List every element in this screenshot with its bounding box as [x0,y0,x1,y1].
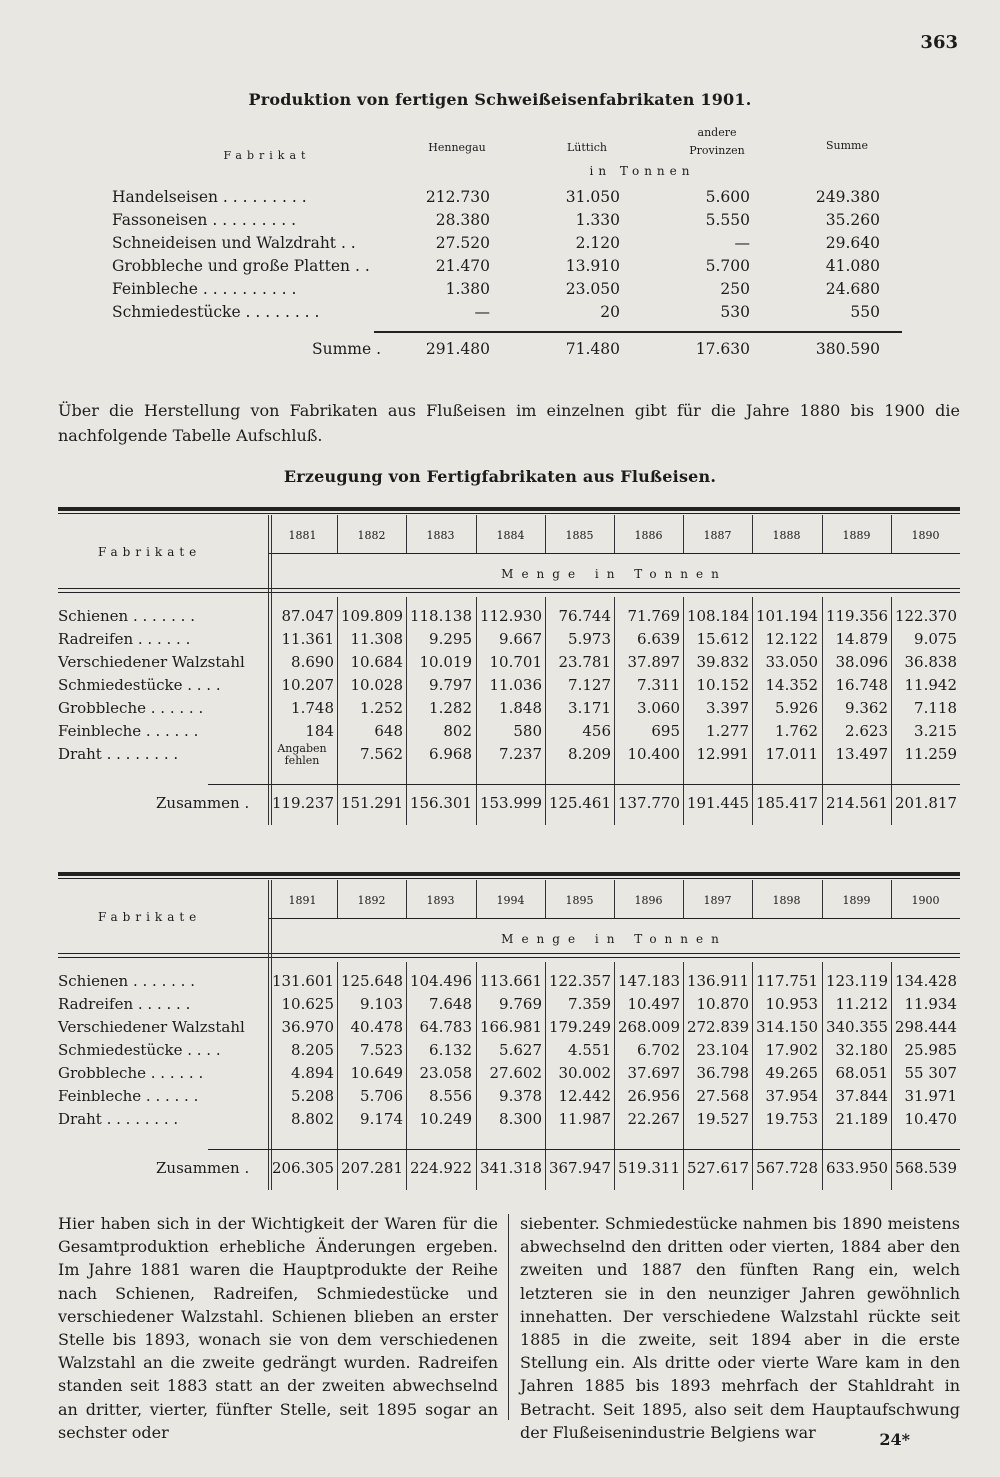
intro-paragraph: Über die Herstellung von Fabrikaten aus Flußeisen im einzelnen gibt für die Jahre 1880 bis 1900 die nachfolgende Tabelle Aufschluß. [58,401,960,445]
cell-value: 23.058 [419,1064,472,1082]
cell-value: 5.208 [291,1087,334,1105]
year-header: 1898 [772,894,801,907]
cell-value: 32.180 [835,1041,888,1059]
page-number: 363 [920,32,958,53]
table2-title: Erzeugung von Fertigfabrikaten aus Flußeisen. [283,467,717,486]
cell-value: 27.568 [696,1087,749,1105]
cell-value: 6.968 [429,745,472,763]
cell-value: 1.282 [429,699,472,717]
cell-value: 4.551 [568,1041,611,1059]
year-header: 1886 [634,529,663,542]
cell-value: 10.649 [350,1064,403,1082]
table-row [58,607,960,629]
year-header: 1891 [288,894,317,907]
table1-row [112,234,902,257]
table-row [58,1041,960,1063]
cell-value: 9.174 [360,1110,403,1128]
cell-value: 1.848 [499,699,542,717]
table-row [58,653,960,675]
row-label: Feinbleche . . . . . . . . . . [112,280,297,298]
cell-value: 20 [600,303,620,321]
total-value: 214.561 [825,794,888,812]
cell-value: 64.783 [419,1018,472,1036]
row-label: Verschiedener Walzstahl [58,653,245,671]
table-row [58,1018,960,1040]
cell-value: 2.120 [575,234,620,252]
header-rule-2 [58,592,960,593]
table-row [58,742,960,767]
cell-value: 5.600 [705,188,750,206]
row-label: Schmiedestücke . . . . . . . . [112,303,320,321]
total-rule [208,1149,960,1150]
row-label: Draht . . . . . . . . [58,1110,179,1128]
total-value: 119.237 [271,794,334,812]
cell-value: 118.138 [409,607,472,625]
cell-value: 9.797 [429,676,472,694]
row-label: Schmiedestücke . . . . [58,676,221,694]
cell-value: 10.249 [419,1110,472,1128]
cell-value: 11.036 [489,676,542,694]
cell-value: 5.550 [705,211,750,229]
cell-value: 55 307 [904,1064,957,1082]
cell-value: 9.769 [499,995,542,1013]
cell-value: 131.601 [271,972,334,990]
table-row [58,1087,960,1109]
total-value: 380.590 [815,340,880,358]
year-header: 1900 [911,894,940,907]
cell-value: 17.011 [765,745,818,763]
cell-value: 9.667 [499,630,542,648]
cell-value: 2.623 [845,722,888,740]
table1-header-andere: andere [697,126,737,139]
cell-value: 11.361 [281,630,334,648]
row-label: Fassoneisen . . . . . . . . . [112,211,297,229]
table1-row [112,211,902,234]
cell-value: 3.397 [706,699,749,717]
cell-value: 109.809 [340,607,403,625]
total-value: 367.947 [548,1159,611,1177]
year-header: 1881 [288,529,317,542]
cell-value: 22.267 [627,1110,680,1128]
cell-value: 147.183 [617,972,680,990]
total-value: 527.617 [686,1159,749,1177]
cell-value: 36.838 [904,653,957,671]
cell-value: 7.523 [360,1041,403,1059]
unit-label: Menge in Tonnen [501,567,727,581]
cell-value: 298.444 [894,1018,957,1036]
cell-value: 31.971 [904,1087,957,1105]
cell-value: 10.701 [489,653,542,671]
cell-value: 314.150 [755,1018,818,1036]
cell-value: 10.207 [281,676,334,694]
cell-value: 76.744 [558,607,611,625]
cell-value: 272.839 [686,1018,749,1036]
row-label: Radreifen . . . . . . [58,995,191,1013]
header-rule-2 [58,957,960,958]
cell-value: 9.378 [499,1087,542,1105]
cell-value: 10.152 [696,676,749,694]
total-value: 633.950 [825,1159,888,1177]
cell-value: 122.370 [894,607,957,625]
cell-value: 23.104 [696,1041,749,1059]
cell-value: 27.602 [489,1064,542,1082]
cell-value: 108.184 [686,607,749,625]
total-value: 151.291 [340,794,403,812]
cell-value: 11.212 [835,995,888,1013]
cell-value: 6.132 [429,1041,472,1059]
table1-total-row [112,340,902,363]
cell-value: 1.380 [445,280,490,298]
cell-value: 5.926 [775,699,818,717]
cell-value: Angaben fehlen [277,742,327,767]
cell-value: 117.751 [755,972,818,990]
cell-value: 3.171 [568,699,611,717]
cell-value: 5.700 [705,257,750,275]
row-label: Grobbleche . . . . . . [58,1064,204,1082]
cell-value: 5.627 [499,1041,542,1059]
row-label: Schienen . . . . . . . [58,972,195,990]
table1-header-luettich: Lüttich [567,141,607,154]
cell-value: 68.051 [835,1064,888,1082]
cell-value: 33.050 [765,653,818,671]
table3 [58,872,960,1190]
total-value: 224.922 [409,1159,472,1177]
cell-value: 37.954 [765,1087,818,1105]
cell-value: 802 [443,722,472,740]
column-right: siebenter. Schmiedestücke nahmen bis 1890 meistens abwechselnd den dritten oder vierten, 1884 aber den zweiten und 1887 den fünften Rang ein, welch letzteren sie in den neunziger Jahren gewöhnlich innehatten. Der verschiedene Walzstahl rückte seit 1885 in die zweite, seit 1894 aber in die erste Stellung ein. Als dritte oder vierte Ware kam in den Jahren 1885 bis 1893 mehrfach der Stahldraht in Betracht. Seit 1895, also seit dem Hauptaufschwung der Flußeisenindustrie Belgiens war [520,1214,960,1442]
unit-label: Menge in Tonnen [501,932,727,946]
cell-value: 35.260 [825,211,880,229]
total-value: 207.281 [340,1159,403,1177]
table1-row [112,188,902,211]
total-label: Summe . [312,340,382,358]
fabrikate-label: Fabrikate [98,910,202,924]
total-value: 185.417 [755,794,818,812]
cell-value: 456 [582,722,611,740]
cell-value: 36.798 [696,1064,749,1082]
cell-value: 10.870 [696,995,749,1013]
row-label: Verschiedener Walzstahl [58,1018,245,1036]
cell-value: 71.769 [627,607,680,625]
cell-value: 12.122 [765,630,818,648]
row-label: Schmiedestücke . . . . [58,1041,221,1059]
cell-value: 8.209 [568,745,611,763]
year-header: 1896 [634,894,663,907]
total-value: 153.999 [479,794,542,812]
cell-value: 13.497 [835,745,888,763]
total-value: 341.318 [479,1159,542,1177]
cell-value: 550 [850,303,880,321]
cell-value: 8.802 [291,1110,334,1128]
cell-value: 113.661 [479,972,542,990]
cell-value: 19.527 [696,1110,749,1128]
total-value: 125.461 [548,794,611,812]
cell-value: 123.119 [825,972,888,990]
row-label: Radreifen . . . . . . [58,630,191,648]
cell-value: 38.096 [835,653,888,671]
cell-value: 8.300 [499,1110,542,1128]
cell-value: 37.844 [835,1087,888,1105]
signature-mark: 24* [879,1430,910,1449]
cell-value: 166.981 [479,1018,542,1036]
table-row [58,722,960,744]
table-row [58,995,960,1017]
table-row [58,1064,960,1086]
year-header: 1888 [772,529,801,542]
cell-value: 39.832 [696,653,749,671]
table1-row [112,303,902,326]
year-header: 1897 [703,894,732,907]
cell-value: 695 [651,722,680,740]
header-rule [58,588,960,589]
cell-value: 17.902 [765,1041,818,1059]
year-rule [268,553,960,554]
cell-value: — [734,234,750,252]
cell-value: 40.478 [350,1018,403,1036]
cell-value: 268.009 [617,1018,680,1036]
year-header: 1883 [426,529,455,542]
total-row [58,794,960,816]
cell-value: 28.380 [435,211,490,229]
total-label: Zusammen . [156,794,250,812]
column-divider [508,1214,509,1420]
cell-value: 112.930 [479,607,542,625]
table1-row [112,280,902,303]
cell-value: 14.879 [835,630,888,648]
total-value: 519.311 [617,1159,680,1177]
cell-value: 3.060 [637,699,680,717]
year-header: 1895 [565,894,594,907]
cell-value: 122.357 [548,972,611,990]
cell-value: 1.762 [775,722,818,740]
cell-value: 7.562 [360,745,403,763]
total-value: 191.445 [686,794,749,812]
top-rule [58,872,960,876]
cell-value: 7.118 [914,699,957,717]
row-label: Handelseisen . . . . . . . . . [112,188,307,206]
total-value: 291.480 [425,340,490,358]
cell-value: 1.330 [575,211,620,229]
cell-value: 9.103 [360,995,403,1013]
cell-value: 10.470 [904,1110,957,1128]
cell-value: 87.047 [281,607,334,625]
cell-value: 11.934 [904,995,957,1013]
row-label: Grobbleche . . . . . . [58,699,204,717]
top-rule-thin [58,878,960,879]
cell-value: 1.252 [360,699,403,717]
year-header: 1889 [842,529,871,542]
year-header: 1887 [703,529,732,542]
total-rule [208,784,960,785]
cell-value: 24.680 [825,280,880,298]
year-rule [268,918,960,919]
cell-value: 23.050 [565,280,620,298]
cell-value: 12.991 [696,745,749,763]
year-header: 1893 [426,894,455,907]
total-value: 156.301 [409,794,472,812]
cell-value: 11.942 [904,676,957,694]
cell-value: 41.080 [825,257,880,275]
table1-header-summe: Summe [826,139,868,152]
cell-value: 104.496 [409,972,472,990]
year-header: 1899 [842,894,871,907]
row-label: Feinbleche . . . . . . [58,722,199,740]
total-value: 71.480 [565,340,620,358]
total-row [58,1159,960,1181]
cell-value: 7.359 [568,995,611,1013]
table2 [58,507,960,825]
cell-value: — [474,303,490,321]
cell-value: 134.428 [894,972,957,990]
table1-header-fabrikat: Fabrikat [223,149,311,162]
total-value: 17.630 [695,340,750,358]
cell-value: 49.265 [765,1064,818,1082]
cell-value: 530 [720,303,750,321]
cell-value: 11.987 [558,1110,611,1128]
cell-value: 10.625 [281,995,334,1013]
cell-value: 30.002 [558,1064,611,1082]
top-rule-thin [58,513,960,514]
cell-value: 37.897 [627,653,680,671]
cell-value: 10.953 [765,995,818,1013]
table-row [58,972,960,994]
year-header: 1994 [496,894,525,907]
cell-value: 9.362 [845,699,888,717]
cell-value: 27.520 [435,234,490,252]
cell-value: 37.697 [627,1064,680,1082]
cell-value: 580 [513,722,542,740]
cell-value: 7.311 [637,676,680,694]
table1-header-unit: in Tonnen [589,164,695,178]
cell-value: 212.730 [425,188,490,206]
table-row [58,699,960,721]
cell-value: 11.259 [904,745,957,763]
total-value: 206.305 [271,1159,334,1177]
table1-title: Produktion von fertigen Schweißeisenfabrikaten 1901. [248,90,752,109]
cell-value: 21.189 [835,1110,888,1128]
cell-value: 12.442 [558,1087,611,1105]
cell-value: 16.748 [835,676,888,694]
cell-value: 13.910 [565,257,620,275]
total-value: 567.728 [755,1159,818,1177]
year-header: 1882 [357,529,386,542]
cell-value: 1.748 [291,699,334,717]
cell-value: 21.470 [435,257,490,275]
cell-value: 23.781 [558,653,611,671]
table1 [112,120,902,370]
cell-value: 3.215 [914,722,957,740]
table1-total-rule [374,331,902,333]
cell-value: 11.308 [350,630,403,648]
row-label: Schienen . . . . . . . [58,607,195,625]
cell-value: 10.028 [350,676,403,694]
table-row [58,630,960,652]
year-header: 1892 [357,894,386,907]
cell-value: 10.684 [350,653,403,671]
cell-value: 26.956 [627,1087,680,1105]
cell-value: 8.690 [291,653,334,671]
cell-value: 179.249 [548,1018,611,1036]
cell-value: 101.194 [755,607,818,625]
cell-value: 8.556 [429,1087,472,1105]
cell-value: 250 [720,280,750,298]
cell-value: 31.050 [565,188,620,206]
cell-value: 15.612 [696,630,749,648]
table1-header-provinzen: Provinzen [689,144,745,157]
table1-row [112,257,902,280]
table1-header-hennegau: Hennegau [428,141,486,154]
cell-value: 5.706 [360,1087,403,1105]
row-label: Schneideisen und Walzdraht . . [112,234,356,252]
cell-value: 10.019 [419,653,472,671]
cell-value: 4.894 [291,1064,334,1082]
row-label: Draht . . . . . . . . [58,745,179,763]
cell-value: 9.295 [429,630,472,648]
cell-value: 340.355 [825,1018,888,1036]
cell-value: 648 [374,722,403,740]
cell-value: 1.277 [706,722,749,740]
cell-value: 6.702 [637,1041,680,1059]
cell-value: 29.640 [825,234,880,252]
cell-value: 249.380 [815,188,880,206]
cell-value: 125.648 [340,972,403,990]
total-label: Zusammen . [156,1159,250,1177]
cell-value: 184 [305,722,334,740]
cell-value: 136.911 [686,972,749,990]
row-label: Grobbleche und große Platten . . [112,257,370,275]
cell-value: 25.985 [904,1041,957,1059]
cell-value: 119.356 [825,607,888,625]
table-row [58,1110,960,1132]
cell-value: 6.639 [637,630,680,648]
cell-value: 5.973 [568,630,611,648]
table-row [58,676,960,698]
cell-value: 7.237 [499,745,542,763]
row-label: Feinbleche . . . . . . [58,1087,199,1105]
total-value: 201.817 [894,794,957,812]
cell-value: 10.497 [627,995,680,1013]
cell-value: 7.648 [429,995,472,1013]
cell-value: 19.753 [765,1110,818,1128]
fabrikate-label: Fabrikate [98,545,202,559]
total-value: 568.539 [894,1159,957,1177]
year-header: 1885 [565,529,594,542]
column-left: Hier haben sich in der Wichtigkeit der Waren für die Gesamtproduktion erhebliche Änderungen ergeben. Im Jahre 1881 waren die Hauptprodukte der Reihe nach Schienen, Radreifen, Schmiedestücke und verschiedener Walzstahl. Schienen blieben an erster Stelle bis 1893, wonach sie von dem verschiedenen Walzstahl an die zweite gedrängt wurden. Radreifen standen seit 1883 statt an der zweiten abwechselnd an dritter, vierter, fünfter Stelle, seit 1895 sogar an sechster oder [58,1214,498,1442]
cell-value: 7.127 [568,676,611,694]
total-value: 137.770 [617,794,680,812]
cell-value: 10.400 [627,745,680,763]
year-header: 1884 [496,529,525,542]
header-rule [58,953,960,954]
top-rule [58,507,960,511]
cell-value: 8.205 [291,1041,334,1059]
cell-value: 14.352 [765,676,818,694]
cell-value: 9.075 [914,630,957,648]
year-header: 1890 [911,529,940,542]
cell-value: 36.970 [281,1018,334,1036]
